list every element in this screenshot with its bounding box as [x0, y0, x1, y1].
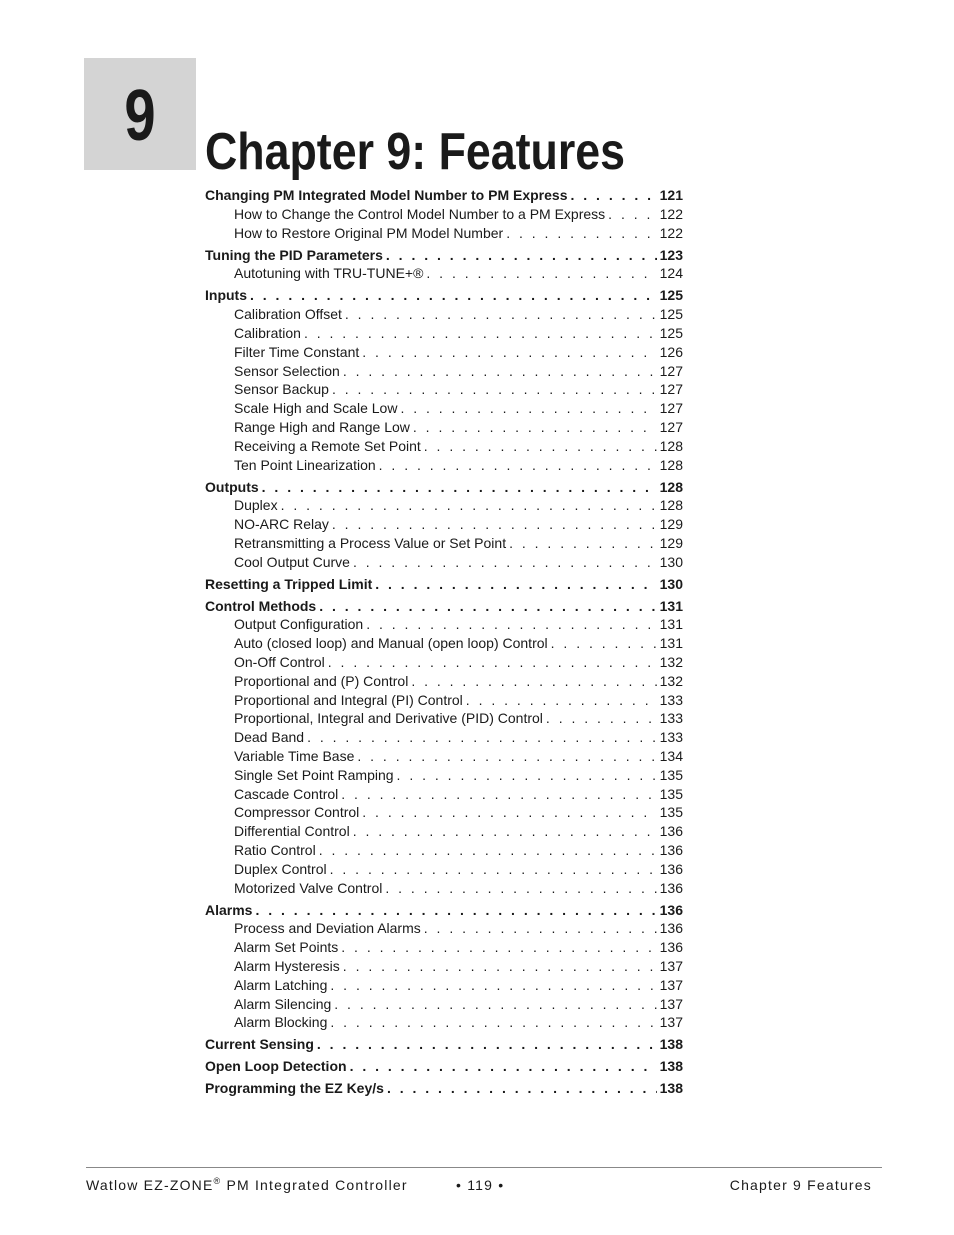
toc-entry-page: 137 [659, 976, 683, 993]
dot-leader [341, 785, 656, 804]
dot-leader [413, 418, 657, 437]
footer-product-name [86, 1176, 408, 1194]
dot-leader [250, 286, 657, 305]
toc-entry-label: On-Off Control [234, 654, 325, 671]
toc-entry-label: Control Methods [205, 597, 317, 614]
dot-leader [411, 672, 656, 691]
chapter-number-box [84, 58, 196, 170]
toc-subsection-entry[interactable] [205, 1013, 683, 1032]
toc-subsection-entry[interactable] [205, 841, 683, 860]
dot-leader [387, 1079, 657, 1098]
toc-entry-page: 136 [659, 901, 683, 918]
toc-entry-label: Ratio Control [234, 842, 316, 859]
toc-subsection-entry[interactable] [205, 709, 683, 728]
toc-entry-page: 123 [659, 246, 683, 263]
dot-leader [343, 957, 657, 976]
toc-entry-page: 131 [659, 616, 683, 633]
toc-entry-page: 135 [659, 785, 683, 802]
toc-section-entry[interactable] [205, 286, 683, 305]
dot-leader [397, 766, 657, 785]
toc-entry-label: Calibration Offset [234, 306, 342, 323]
dot-leader [551, 634, 657, 653]
footer-product: PM Integrated Controller [221, 1177, 408, 1193]
toc-section-entry[interactable] [205, 1035, 683, 1054]
toc-subsection-entry[interactable] [205, 766, 683, 785]
toc-subsection-entry[interactable] [205, 496, 683, 515]
dot-leader [341, 938, 656, 957]
toc-subsection-entry[interactable] [205, 691, 683, 710]
dot-leader [345, 305, 657, 324]
dot-leader [362, 343, 656, 362]
footer-page-number: • 119 • [456, 1177, 505, 1193]
toc-entry-page: 134 [659, 748, 683, 765]
dot-leader [343, 362, 657, 381]
dot-leader [357, 747, 656, 766]
toc-entry-page: 136 [659, 842, 683, 859]
toc-entry-page: 133 [659, 729, 683, 746]
toc-entry-label: Changing PM Integrated Model Number to PM Express [205, 187, 568, 203]
toc-entry-page: 130 [659, 553, 683, 570]
toc-entry-label: Tuning the PID Parameters [205, 246, 383, 263]
toc-entry-label: Process and Deviation Alarms [234, 920, 421, 937]
toc-entry-page: 127 [659, 400, 683, 417]
toc-entry-page: 136 [659, 860, 683, 877]
toc-entry-label: Proportional and Integral (PI) Control [234, 691, 463, 708]
toc-subsection-entry[interactable] [205, 534, 683, 553]
dot-leader [386, 246, 657, 265]
dot-leader [330, 860, 657, 879]
toc-subsection-entry[interactable] [205, 553, 683, 572]
dot-leader [509, 534, 657, 553]
dot-leader [334, 995, 656, 1014]
toc-entry-page: 129 [659, 516, 683, 533]
dot-leader [506, 224, 656, 243]
toc-entry-label: Outputs [205, 478, 259, 495]
toc-entry-label: How to Restore Original PM Model Number [234, 224, 504, 241]
toc-entry-label: Filter Time Constant [234, 343, 360, 360]
toc-entry-page: 121 [659, 187, 683, 203]
toc-entry-label: Ten Point Linearization [234, 456, 376, 473]
toc-entry-page: 132 [659, 672, 683, 689]
toc-entry-page: 128 [659, 456, 683, 473]
toc-entry-page: 125 [659, 324, 683, 341]
toc-subsection-entry[interactable] [205, 343, 683, 362]
toc-entry-label: Proportional, Integral and Derivative (PID) Control [234, 710, 543, 727]
toc-subsection-entry[interactable] [205, 822, 683, 841]
toc-subsection-entry[interactable] [205, 938, 683, 957]
toc-entry-page: 136 [659, 823, 683, 840]
toc-entry-page: 138 [659, 1036, 683, 1053]
table-of-contents [205, 186, 683, 1098]
toc-section-entry[interactable] [205, 478, 683, 497]
dot-leader [304, 324, 657, 343]
toc-entry-page: 122 [659, 205, 683, 222]
toc-subsection-entry[interactable] [205, 324, 683, 343]
dot-leader [319, 841, 657, 860]
toc-entry-label: Range High and Range Low [234, 418, 410, 435]
toc-entry-page: 126 [659, 343, 683, 360]
toc-entry-label: Current Sensing [205, 1036, 314, 1053]
toc-subsection-entry[interactable] [205, 860, 683, 879]
toc-subsection-entry[interactable] [205, 437, 683, 456]
toc-entry-page: 127 [659, 418, 683, 435]
toc-entry-page: 131 [659, 635, 683, 652]
toc-entry-page: 137 [659, 995, 683, 1012]
dot-leader [385, 879, 656, 898]
toc-entry-page: 127 [659, 381, 683, 398]
toc-subsection-entry[interactable] [205, 515, 683, 534]
registered-mark: ® [213, 1176, 222, 1186]
toc-section-entry[interactable] [205, 1079, 683, 1098]
dot-leader [255, 901, 656, 920]
toc-entry-label: Alarms [205, 901, 253, 918]
dot-leader [307, 728, 657, 747]
toc-entry-page: 128 [659, 437, 683, 454]
toc-subsection-entry[interactable] [205, 399, 683, 418]
dot-leader [330, 1013, 656, 1032]
toc-entry-page: 135 [659, 804, 683, 821]
toc-subsection-entry[interactable] [205, 634, 683, 653]
toc-entry-page: 128 [659, 497, 683, 514]
toc-entry-label: Resetting a Tripped Limit [205, 575, 373, 592]
toc-subsection-entry[interactable] [205, 919, 683, 938]
dot-leader [353, 553, 657, 572]
toc-entry-label: Inputs [205, 287, 247, 304]
toc-entry-page: 136 [659, 939, 683, 956]
toc-entry-page: 133 [659, 691, 683, 708]
dot-leader [332, 380, 657, 399]
toc-entry-label: Duplex Control [234, 860, 327, 877]
toc-subsection-entry[interactable] [205, 672, 683, 691]
toc-entry-label: Calibration [234, 324, 301, 341]
toc-entry-label: Sensor Backup [234, 381, 329, 398]
toc-entry-label: Sensor Selection [234, 362, 340, 379]
toc-entry-page: 127 [659, 362, 683, 379]
toc-entry-page: 129 [659, 534, 683, 551]
toc-subsection-entry[interactable] [205, 879, 683, 898]
toc-entry-label: Autotuning with TRU-TUNE+® [234, 265, 424, 282]
toc-subsection-entry[interactable] [205, 785, 683, 804]
dot-leader [317, 1035, 657, 1054]
toc-subsection-entry[interactable] [205, 205, 683, 224]
toc-entry-label: Motorized Valve Control [234, 879, 383, 896]
toc-subsection-entry[interactable] [205, 380, 683, 399]
dot-leader [608, 205, 656, 224]
toc-subsection-entry[interactable] [205, 305, 683, 324]
toc-subsection-entry[interactable] [205, 747, 683, 766]
toc-section-entry[interactable] [205, 597, 683, 616]
toc-entry-page: 137 [659, 1014, 683, 1031]
dot-leader [570, 186, 656, 205]
toc-entry-label: Proportional and (P) Control [234, 672, 409, 689]
toc-entry-page: 136 [659, 920, 683, 937]
toc-subsection-entry[interactable] [205, 362, 683, 381]
toc-entry-label: Dead Band [234, 729, 305, 746]
toc-entry-label: Cool Output Curve [234, 553, 350, 570]
dot-leader [262, 478, 657, 497]
toc-entry-page: 137 [659, 958, 683, 974]
toc-entry-page: 125 [659, 287, 683, 304]
toc-section-entry[interactable] [205, 186, 683, 205]
toc-entry-page: 136 [659, 879, 683, 896]
dot-leader [424, 919, 657, 938]
toc-subsection-entry[interactable] [205, 456, 683, 475]
chapter-number: 9 [124, 76, 156, 156]
toc-subsection-entry[interactable] [205, 728, 683, 747]
dot-leader [328, 653, 657, 672]
toc-subsection-entry[interactable] [205, 418, 683, 437]
toc-entry-page: 130 [659, 575, 683, 592]
toc-entry-page: 135 [659, 766, 683, 783]
toc-subsection-entry[interactable] [205, 615, 683, 634]
toc-subsection-entry[interactable] [205, 224, 683, 243]
dot-leader [281, 496, 657, 515]
toc-entry-label: Alarm Set Points [234, 939, 339, 956]
page-title: Chapter 9: Features [205, 123, 626, 181]
dot-leader [353, 822, 657, 841]
toc-entry-label: Auto (closed loop) and Manual (open loop) Control [234, 635, 548, 652]
toc-entry-page: 122 [659, 224, 683, 241]
dot-leader [466, 691, 657, 710]
toc-entry-label: Single Set Point Ramping [234, 766, 394, 783]
dot-leader [426, 264, 656, 283]
toc-entry-page: 132 [659, 654, 683, 671]
toc-entry-label: How to Change the Control Model Number to a PM Express [234, 205, 606, 222]
toc-entry-page: 138 [659, 1080, 683, 1097]
footer-chapter-label: Chapter 9 Features [729, 1177, 872, 1193]
toc-entry-label: Retransmitting a Process Value or Set Point [234, 534, 507, 551]
toc-entry-page: 125 [659, 306, 683, 323]
toc-entry-label: Alarm Silencing [234, 995, 332, 1012]
toc-section-entry[interactable] [205, 246, 683, 265]
dot-leader [400, 399, 656, 418]
toc-entry-label: Alarm Latching [234, 976, 328, 993]
toc-section-entry[interactable] [205, 575, 683, 594]
toc-subsection-entry[interactable] [205, 957, 683, 976]
toc-entry-label: Compressor Control [234, 804, 360, 821]
toc-subsection-entry[interactable] [205, 653, 683, 672]
toc-entry-label: Open Loop Detection [205, 1058, 347, 1075]
toc-entry-page: 138 [659, 1058, 683, 1075]
toc-entry-label: Output Configuration [234, 616, 364, 633]
dot-leader [366, 615, 656, 634]
dot-leader [424, 437, 657, 456]
toc-entry-label: Variable Time Base [234, 748, 355, 765]
dot-leader [379, 456, 657, 475]
toc-entry-label: Alarm Blocking [234, 1014, 328, 1031]
toc-entry-page: 131 [659, 597, 683, 614]
footer-divider [86, 1167, 882, 1168]
toc-entry-label: Programming the EZ Key/s [205, 1080, 384, 1097]
dot-leader [330, 976, 656, 995]
toc-entry-page: 133 [659, 710, 683, 727]
toc-entry-label: Differential Control [234, 823, 350, 840]
dot-leader [362, 803, 656, 822]
toc-entry-page: 124 [659, 265, 683, 282]
dot-leader [546, 709, 657, 728]
toc-section-entry[interactable] [205, 901, 683, 920]
dot-leader [319, 597, 656, 616]
toc-entry-label: NO-ARC Relay [234, 516, 329, 533]
toc-section-entry[interactable] [205, 1057, 683, 1076]
dot-leader [375, 575, 656, 594]
toc-entry-page: 128 [659, 478, 683, 495]
toc-subsection-entry[interactable] [205, 995, 683, 1014]
toc-entry-label: Scale High and Scale Low [234, 400, 398, 417]
toc-subsection-entry[interactable] [205, 976, 683, 995]
toc-subsection-entry[interactable] [205, 803, 683, 822]
dot-leader [350, 1057, 657, 1076]
toc-entry-label: Duplex [234, 497, 278, 514]
toc-subsection-entry[interactable] [205, 264, 683, 283]
toc-entry-label: Alarm Hysteresis [234, 958, 340, 974]
toc-entry-label: Cascade Control [234, 785, 339, 802]
toc-entry-label: Receiving a Remote Set Point [234, 437, 421, 454]
dot-leader [332, 515, 657, 534]
footer-brand: Watlow EZ-ZONE [86, 1177, 214, 1193]
